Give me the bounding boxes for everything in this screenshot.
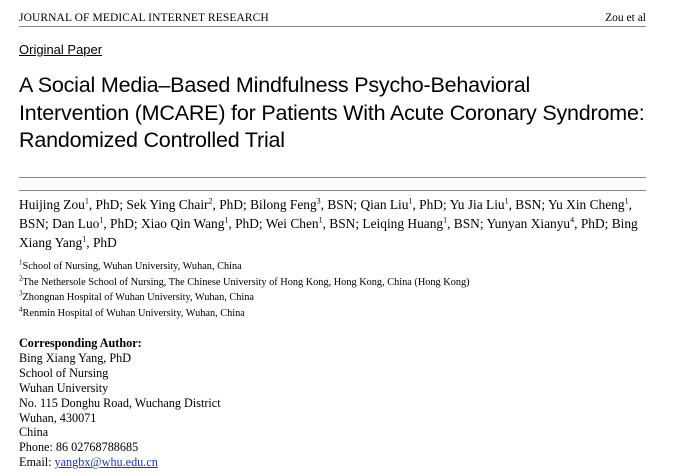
author-affil-sup: 1	[318, 215, 323, 225]
title-line: Randomized Controlled Trial	[19, 128, 285, 152]
author-degree: , PhD;	[212, 197, 251, 212]
affiliation-text: School of Nursing, Wuhan University, Wuhan, China	[22, 261, 242, 272]
author-affil-sup: 3	[316, 196, 321, 206]
affiliation	[19, 274, 649, 293]
affiliation-text: The Nethersole School of Nursing, The Chinese University of Hong Kong, Hong Kong, China (Hong Kong)	[22, 276, 470, 288]
corresponding-author-line: No. 115 Donghu Road, Wuchang District	[19, 395, 221, 410]
author-name: Xiang Yang	[19, 235, 83, 250]
affiliation-number: 4	[19, 305, 23, 314]
affiliation	[19, 289, 649, 308]
author-affil-sup: 1	[624, 196, 629, 206]
author-affil-sup: 1	[504, 196, 509, 206]
author-name: Qian Liu	[360, 197, 409, 212]
author-degree: , PhD	[86, 235, 117, 250]
affiliation-number: 1	[19, 258, 23, 267]
author-line	[19, 195, 649, 214]
paper-title	[19, 72, 669, 155]
author-degree: , BSN;	[447, 216, 487, 231]
email-link[interactable]: yangbx@whu.edu.cn	[54, 455, 158, 470]
author-degree: ,	[628, 197, 632, 212]
corresponding-author-line: Bing Xiang Yang, PhD	[19, 350, 132, 365]
corresponding-author-line: Wuhan, 430071	[19, 410, 97, 425]
author-name: Yunyan Xianyu	[486, 216, 571, 231]
article-type: Original Paper	[19, 42, 103, 57]
author-name: Dan Luo	[52, 216, 100, 231]
corresponding-author-line: School of Nursing	[19, 365, 109, 380]
corresponding-author-label: Corresponding Author:	[19, 336, 142, 350]
running-author: Zou et al	[605, 12, 646, 24]
author-degree: , PhD;	[88, 197, 127, 212]
email-line	[19, 455, 419, 470]
author-degree: , BSN;	[508, 197, 548, 212]
affiliation-number: 3	[19, 289, 23, 298]
author-degree: BSN;	[19, 216, 53, 231]
header-rule	[19, 26, 646, 27]
affiliation-list	[19, 258, 649, 323]
corresponding-author-line: China	[19, 425, 49, 440]
author-affil-sup: 1	[224, 215, 229, 225]
author-affil-sup: 4	[570, 215, 575, 225]
email-label: Email:	[19, 455, 55, 470]
corresponding-author-line: Wuhan University	[19, 380, 109, 395]
author-affil-sup: 1	[408, 196, 413, 206]
title-rule-upper	[19, 177, 646, 178]
affiliation-text: Zhongnan Hospital of Wuhan University, Wuhan, China	[22, 292, 254, 303]
author-name: Yu Xin Cheng	[547, 197, 625, 212]
author-degree: , PhD;	[228, 216, 266, 231]
author-affil-sup: 1	[84, 196, 89, 206]
author-name: Sek Ying Chair	[126, 197, 209, 212]
author-degree: , BSN;	[322, 216, 363, 231]
affiliation-number: 2	[19, 274, 23, 283]
affiliation-text: Renmin Hospital of Wuhan University, Wuhan, China	[22, 307, 245, 319]
author-name: Leiqing Huang	[362, 216, 444, 231]
author-affil-sup: 2	[208, 196, 213, 206]
author-degree: , BSN;	[320, 197, 361, 212]
title-line: Intervention (MCARE) for Patients With Acute Coronary Syndrome:	[19, 100, 645, 125]
corresponding-author-line: Phone: 86 02768788685	[19, 440, 139, 455]
author-degree: , PhD;	[412, 197, 450, 212]
author-name: Yu Jia Liu	[449, 197, 505, 212]
running-header	[19, 10, 646, 26]
title-rule-lower	[19, 190, 646, 191]
author-name: Huijing Zou	[19, 197, 85, 212]
author-degree: , PhD;	[103, 216, 141, 231]
affiliation	[19, 305, 649, 324]
author-degree: , PhD;	[574, 216, 612, 231]
author-line	[19, 214, 649, 233]
author-name: Wei Chen	[265, 216, 319, 231]
author-name: Xiao Qin Wang	[140, 216, 225, 231]
author-affil-sup: 1	[82, 234, 87, 244]
author-affil-sup: 1	[443, 215, 448, 225]
title-line: A Social Media–Based Mindfulness Psycho-Behavioral	[19, 73, 531, 97]
author-line	[19, 233, 649, 252]
author-name: Bilong Feng	[250, 197, 317, 212]
author-list	[19, 195, 649, 252]
affiliation	[19, 258, 649, 277]
author-affil-sup: 1	[99, 215, 104, 225]
journal-name: JOURNAL OF MEDICAL INTERNET RESEARCH	[19, 12, 269, 24]
author-name: Bing	[611, 216, 638, 231]
corresponding-author	[19, 336, 419, 470]
